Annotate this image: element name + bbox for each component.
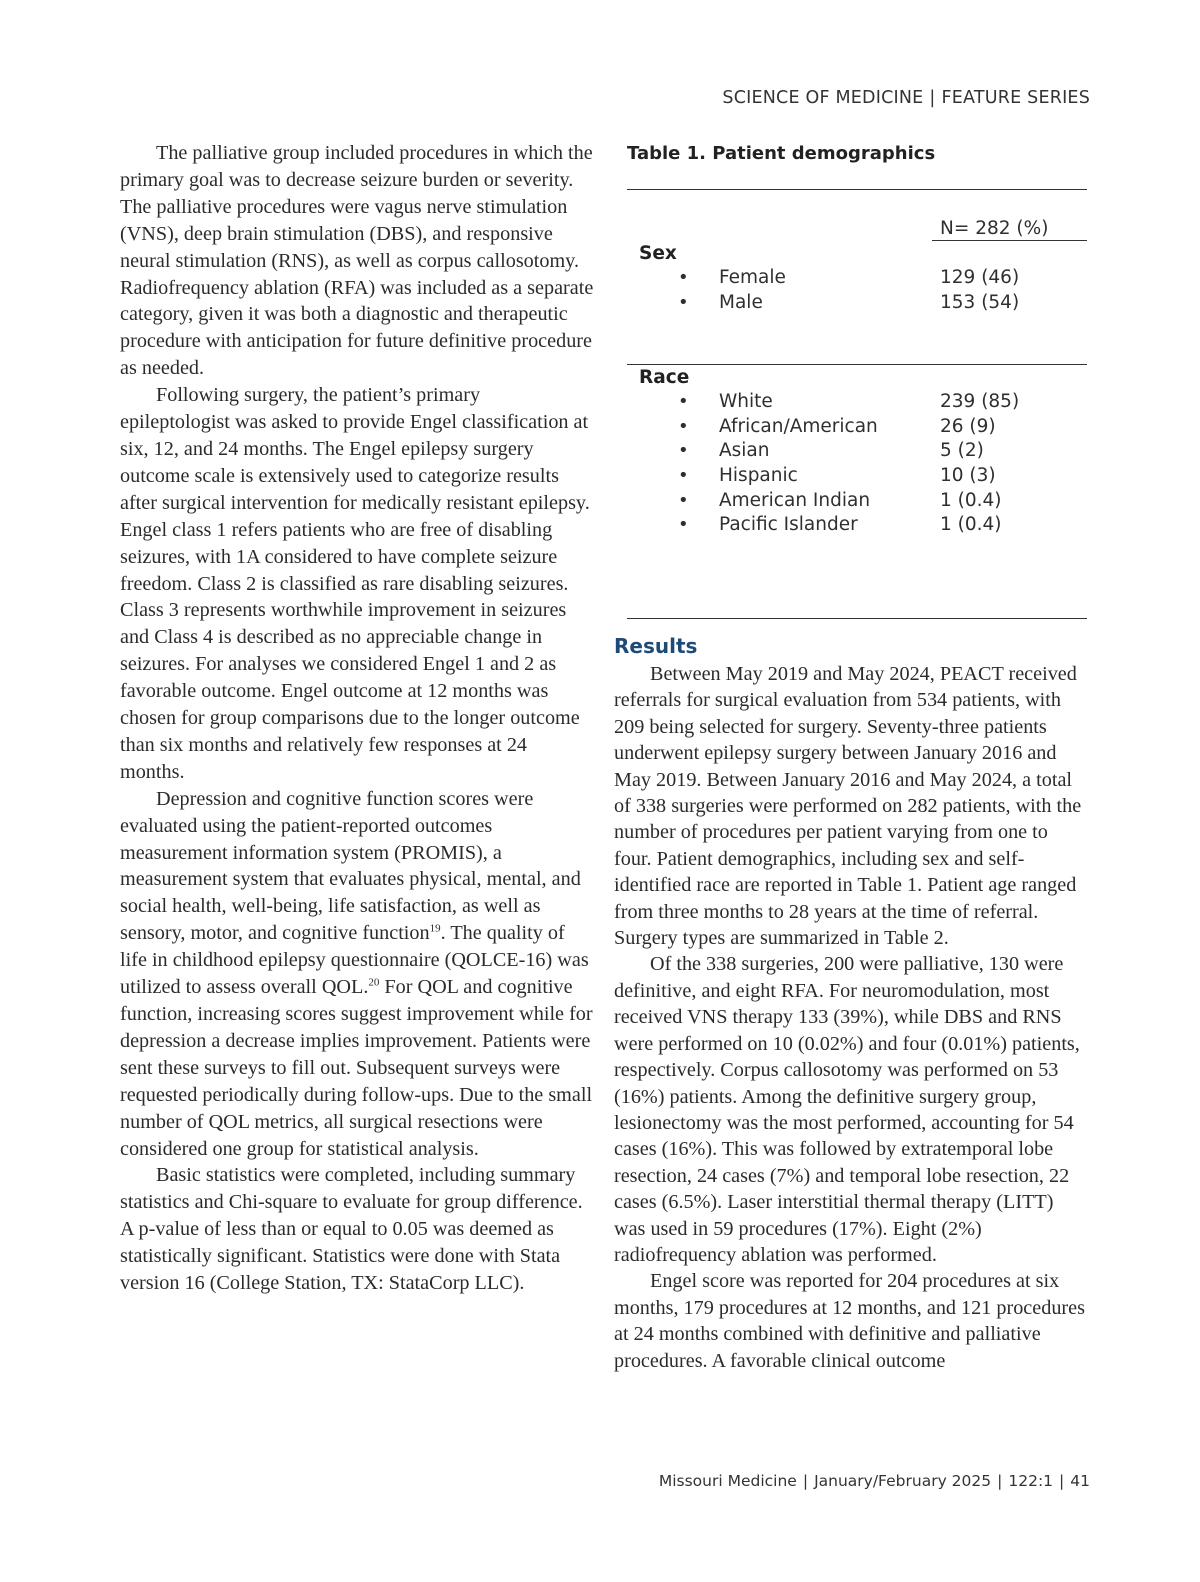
group-divider — [627, 364, 1087, 365]
row-label: African/American — [719, 416, 878, 437]
row-label: White — [719, 391, 773, 412]
footer-separator: | — [1059, 1472, 1065, 1490]
bullet: • — [678, 465, 689, 486]
footer-journal: Missouri Medicine — [658, 1472, 797, 1490]
table-row — [678, 490, 1098, 515]
bullet: • — [678, 440, 689, 461]
group-label-sex: Sex — [639, 243, 677, 264]
text-run: For QOL and cognitive function, increasing scores suggest improvement while for depression a decrease implies improvement. Patients were sent these surveys to fill out. Subsequent surveys were requested periodically during follow-ups. Due to the small number of QOL metrics, all surgical resections were considered one group for statistical analysis. — [120, 976, 593, 1160]
group-label-race: Race — [639, 367, 690, 388]
row-label: Asian — [719, 440, 770, 461]
row-label: Pacific Islander — [719, 514, 858, 535]
header-series: FEATURE SERIES — [941, 88, 1090, 108]
table-row — [678, 440, 1098, 465]
paragraph: The palliative group included procedures in which the primary goal was to decrease seizure burden or severity. The palliative procedures were vagus nerve stimulation (VNS), deep brain stimulation (DBS), and responsive neural stimulation (RNS), as well as corpus callosotomy. Radiofrequency ablation (RFA) was included as a separate category, given it was both a diagnostic and therapeutic procedure with anticipation for future definitive procedure as needed. — [120, 142, 594, 380]
header-underline — [932, 240, 1087, 241]
table-row — [678, 465, 1098, 490]
reference-20: 20 — [368, 976, 380, 989]
table-row — [678, 267, 1098, 292]
row-value: 26 (9) — [940, 416, 996, 437]
bullet: • — [678, 292, 689, 313]
table-row — [678, 514, 1098, 539]
header-separator: | — [929, 88, 936, 108]
bullet: • — [678, 267, 689, 288]
table-column-header: N= 282 (%) — [940, 218, 1049, 239]
bullet: • — [678, 514, 689, 535]
table-row — [678, 292, 1098, 317]
bullet: • — [678, 416, 689, 437]
reference-19: 19 — [429, 922, 441, 935]
results-text — [614, 661, 1088, 1374]
paragraph: Engel score was reported for 204 procedures at six months, 179 procedures at 12 months, and 121 procedures at 24 months combined with definitive and palliative procedures. A favorable clinical outcome — [614, 1270, 1085, 1372]
row-value: 153 (54) — [940, 292, 1020, 313]
bullet: • — [678, 490, 689, 511]
row-value: 10 (3) — [940, 465, 996, 486]
footer-separator: | — [802, 1472, 809, 1490]
row-label: Male — [719, 292, 763, 313]
results-heading: Results — [614, 634, 698, 658]
running-header — [722, 88, 1090, 108]
paragraph-promis — [120, 786, 594, 1163]
footer-separator: | — [997, 1472, 1003, 1490]
table-title: Table 1. Patient demographics — [627, 143, 936, 164]
row-value: 5 (2) — [940, 440, 984, 461]
row-label: Hispanic — [719, 465, 798, 486]
table-bottom-rule — [627, 618, 1087, 619]
row-value: 1 (0.4) — [940, 514, 1002, 535]
footer-issue-date: January/February 2025 — [814, 1472, 992, 1490]
table-row — [678, 416, 1098, 441]
row-label: Female — [719, 267, 786, 288]
paragraph: Between May 2019 and May 2024, PEACT received referrals for surgical evaluation from 534 patients, with 209 being selected for surgery. Seventy-three patients underwent epilepsy surgery between January 2016 and May 2019. Between January 2016 and May 2024, a total of 338 surgeries were performed on 282 patients, with the number of procedures per patient varying from one to four. Patient demographics, including sex and self-identified race are reported in Table 1. Patient age ranged from three months to 28 years at the time of referral. Surgery types are summarized in Table 2. — [614, 663, 1082, 950]
bullet: • — [678, 391, 689, 412]
text-run: Depression and cognitive function scores were evaluated using the patient-reported outcomes measurement information system (PROMIS), a measurement system that evaluates physical, mental, and social health, well-being, life satisfaction, as well as sensory, motor, and cognitive function — [120, 787, 581, 945]
paragraph: Of the 338 surgeries, 200 were palliative, 130 were definitive, and eight RFA. For neuromodulation, most received VNS therapy 133 (39%), while DBS and RNS were performed on 10 (0.02%) and four (0.01%) patients, respectively. Corpus callosotomy was performed on 53 (16%) patients. Among the definitive surgery group, lesionectomy was the most performed, accounting for 54 cases (16%). This was followed by extratemporal lobe resection, 24 cases (7%) and temporal lobe resection, 22 cases (6.5%). Laser interstitial thermal therapy (LITT) was used in 59 procedures (17%). Eight (2%) radiofrequency ablation was performed. — [614, 953, 1080, 1266]
paragraph: Following surgery, the patient’s primary epileptologist was asked to provide Engel classification at six, 12, and 24 months. The Engel epilepsy surgery outcome scale is extensively used to categorize results after surgical intervention for medically resistant epilepsy. Engel class 1 refers patients who are free of disabling seizures, with 1A considered to have complete seizure freedom. Class 2 is classified as rare disabling seizures. Class 3 represents worthwhile improvement in seizures and Class 4 is described as no appreciable change in seizures. For analyses we considered Engel 1 and 2 as favorable outcome. Engel outcome at 12 months was chosen for group comparisons due to the longer outcome than six months and relatively few responses at 24 months. — [120, 384, 590, 783]
row-label: American Indian — [719, 490, 871, 511]
text-run: . The quality of life in childhood epilepsy questionnaire (QOLCE-16) was utilized to assess overall QOL. — [120, 922, 589, 999]
paragraph: Basic statistics were completed, including summary statistics and Chi-square to evaluate for group difference. A p-value of less than or equal to 0.05 was deemed as statistically significant. Statistics were done with Stata version 16 (College Station, TX: StataCorp LLC). — [120, 1164, 583, 1295]
row-value: 129 (46) — [940, 267, 1020, 288]
page-number: 41 — [1070, 1472, 1090, 1490]
row-value: 1 (0.4) — [940, 490, 1002, 511]
footer-volume: 122:1 — [1008, 1472, 1054, 1490]
row-value: 239 (85) — [940, 391, 1020, 412]
header-section: SCIENCE OF MEDICINE — [722, 88, 924, 108]
left-column — [120, 140, 594, 1297]
page-footer — [659, 1472, 1090, 1490]
table-row — [678, 391, 1098, 416]
table-top-rule — [627, 189, 1087, 190]
